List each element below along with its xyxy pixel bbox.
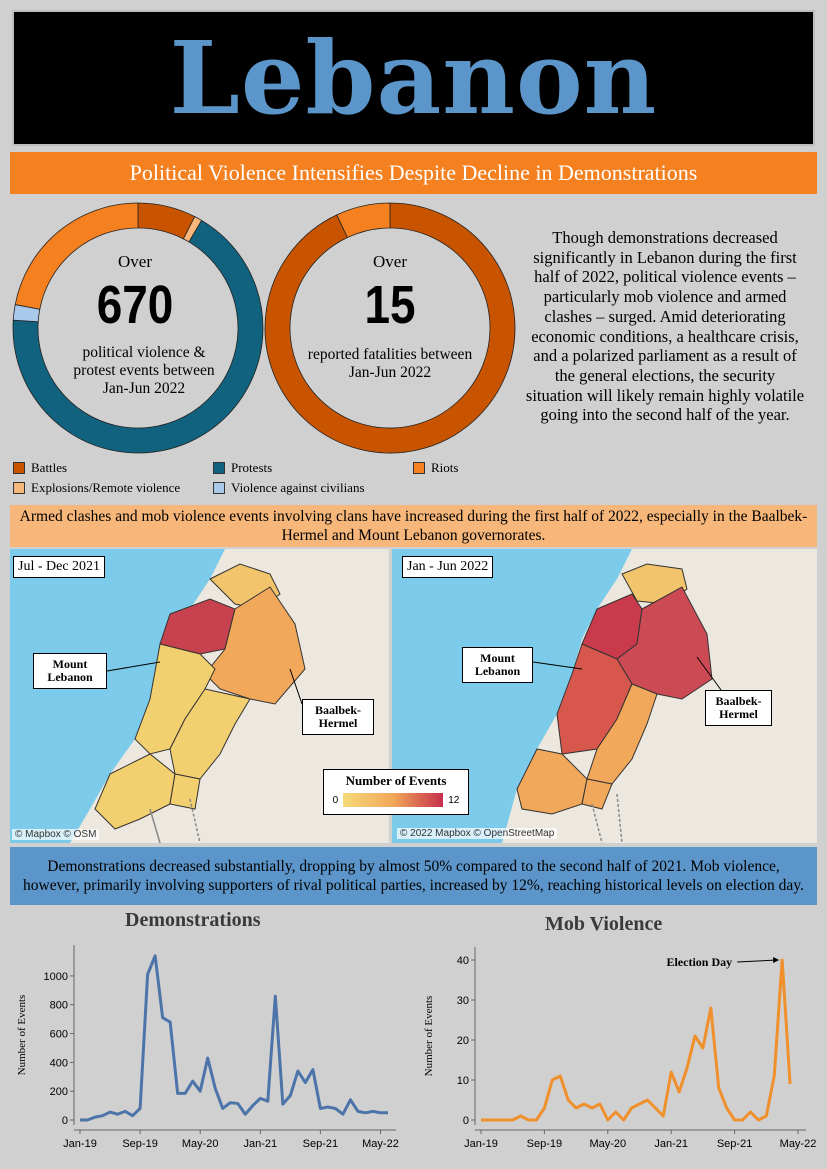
legend-vac: Violence against civilians	[213, 480, 365, 496]
x-tick-label: May-20	[181, 1138, 219, 1150]
demonstrations-chart	[10, 930, 410, 1165]
x-tick-label: Sep-19	[122, 1138, 158, 1150]
intro-paragraph: Though demonstrations decreased significantly in Lebanon during the first half of 2022, political violence events – particularly mob violence and armed clashes – surged. Amid deteriorating economic conditions, a healthcare crisis, and a polarized parliament as a result of the general elections, the security situation will likely remain highly volatile going into the second half of the year.	[525, 228, 805, 425]
region-nabatieh	[170, 774, 200, 809]
scale-gradient	[343, 793, 443, 807]
scale-min: 0	[332, 794, 339, 806]
x-tick-label: Jan-21	[654, 1138, 689, 1150]
y-tick-label: 400	[49, 1057, 68, 1070]
demonstrations-title: Demonstrations	[125, 909, 261, 931]
map-period-label: Jul - Dec 2021	[13, 556, 105, 578]
y-tick-label: 800	[49, 999, 68, 1012]
x-tick-label: May-22	[779, 1138, 817, 1150]
y-tick-label: 30	[456, 995, 469, 1007]
map-period-label: Jan - Jun 2022	[402, 556, 493, 578]
map-credit: © 2022 Mapbox © OpenStreetMap	[397, 828, 557, 839]
donut-slice-riots	[337, 203, 390, 238]
donut1-over: Over	[118, 252, 152, 271]
x-tick-label: Jan-19	[63, 1138, 97, 1150]
donut2-over: Over	[373, 252, 407, 271]
border-line	[150, 809, 160, 843]
annotation-election-day: Election Day	[666, 955, 733, 969]
scale-title: Number of Events	[345, 773, 447, 788]
maps-caption: Armed clashes and mob violence events involving clans have increased during the first half of 2022, especially in the Baalbek-Hermel and Mount Lebanon governorates.	[10, 505, 817, 547]
legend-swatch	[13, 462, 25, 474]
color-scale-legend	[323, 769, 469, 815]
callout-baalbek-hermel: Baalbek-Hermel	[705, 690, 772, 726]
series-line	[80, 956, 388, 1120]
y-tick-label: 600	[49, 1028, 68, 1041]
page-title: Lebanon	[169, 19, 658, 137]
donut1-number: 670	[96, 275, 174, 335]
legend-explosions: Explosions/Remote violence	[13, 480, 180, 496]
legend-riots: Riots	[413, 460, 458, 476]
y-axis-label: Number of Events	[16, 994, 28, 1076]
y-tick-label: 40	[456, 955, 469, 967]
callout-mount-lebanon: Mount Lebanon	[462, 647, 533, 683]
x-tick-label: May-22	[362, 1138, 399, 1150]
legend-battles: Battles	[13, 460, 67, 476]
y-tick-label: 10	[456, 1075, 469, 1087]
annotation-arrowhead	[773, 957, 779, 963]
callout-baalbek-hermel: Baalbek-Hermel	[302, 699, 374, 735]
border-line	[617, 794, 622, 843]
x-tick-label: Jan-21	[243, 1138, 278, 1150]
legend-protests: Protests	[213, 460, 272, 476]
legend-swatch	[13, 482, 25, 494]
x-tick-label: May-20	[589, 1138, 627, 1150]
map-credit: © Mapbox © OSM	[12, 829, 99, 840]
donut1-description: political violence & protest events between Jan-Jun 2022	[73, 344, 215, 397]
y-tick-label: 1000	[43, 970, 68, 983]
x-tick-label: Jan-19	[464, 1138, 498, 1150]
series-line	[481, 960, 790, 1120]
border-line	[592, 804, 602, 843]
y-axis-label: Number of Events	[423, 995, 435, 1077]
callout-mount-lebanon: Mount Lebanon	[33, 653, 107, 689]
mob-violence-chart	[418, 935, 823, 1165]
y-tick-label: 0	[61, 1115, 68, 1127]
x-tick-label: Sep-21	[302, 1138, 339, 1150]
legend-swatch	[213, 482, 225, 494]
region-nabatieh	[582, 779, 612, 809]
y-tick-label: 200	[49, 1086, 68, 1099]
donut2-description: reported fatalities between Jan-Jun 2022	[307, 346, 473, 381]
title-banner	[12, 10, 815, 146]
donut1-label	[60, 252, 210, 272]
mob-violence-title: Mob Violence	[545, 913, 663, 935]
donut2-number: 15	[364, 275, 416, 335]
legend-swatch	[213, 462, 225, 474]
x-tick-label: Sep-19	[526, 1138, 563, 1150]
x-tick-label: Sep-21	[716, 1138, 753, 1150]
annotation-arrow	[737, 960, 777, 962]
headline-banner: Political Violence Intensifies Despite Decline in Demonstrations	[10, 152, 817, 194]
charts-caption: Demonstrations decreased substantially, dropping by almost 50% compared to the second half of 2021. Mob violence, however, primarily involving supporters of rival political parties, increased by 12%, reaching historical levels on election day.	[10, 847, 817, 905]
y-tick-label: 20	[456, 1035, 469, 1047]
legend-swatch	[413, 462, 425, 474]
y-tick-label: 0	[462, 1115, 469, 1127]
scale-max: 12	[448, 794, 460, 806]
